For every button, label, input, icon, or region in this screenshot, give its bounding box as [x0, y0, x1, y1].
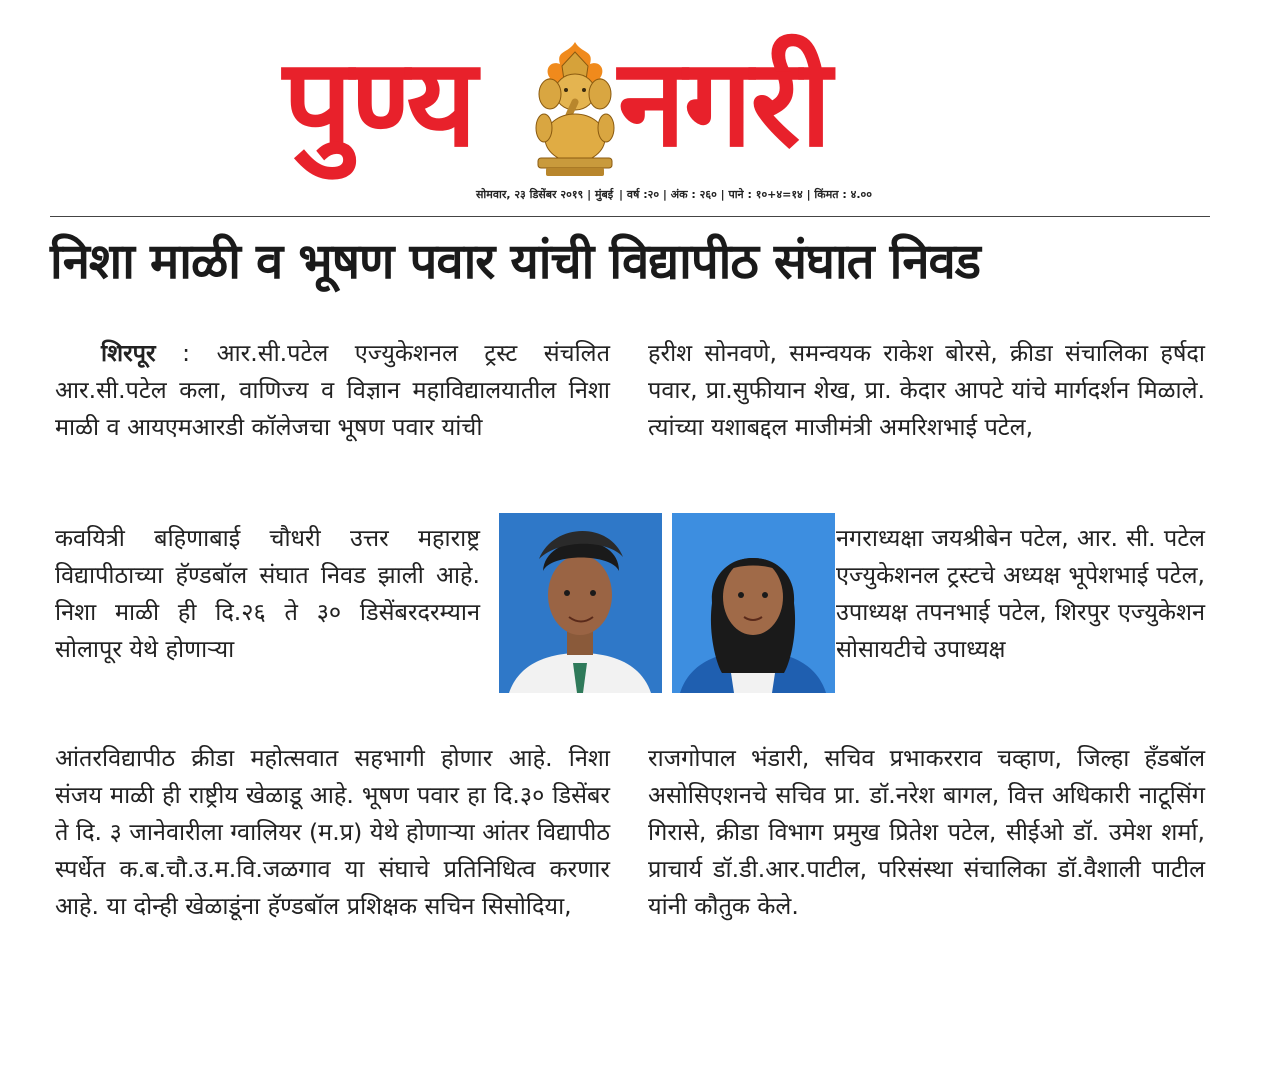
dateline — [476, 187, 874, 202]
masthead-title-left: पुण्य — [283, 32, 476, 174]
article-left-bottom: आंतरविद्यापीठ क्रीडा महोत्सवात सहभागी होणार आहे. निशा संजय माळी ही राष्ट्रीय खेळाडू आहे. भूषण पवार हा दि.३० डिसेंबर ते दि. ३ जानेवारीला ग्वालियर (म.प्र) येथे होणाऱ्या आंतर विद्यापीठ स्पर्धेत क.ब.चौ.उ.म.वि.जळगाव या संघाचे प्रतिनिधित्व करणार आहे. या दोन्ही खेळाडूंना हॅण्डबॉल प्रशिक्षक सचिन सिसोदिया, — [55, 744, 610, 920]
masthead-title-right: नगरी — [618, 32, 830, 174]
issue-details: | वर्ष :२० | अंक : २६० | पाने : १०+४=१४ | किंमत : ४.०० — [619, 188, 872, 201]
ganesha-logo — [520, 40, 630, 180]
header-divider — [50, 216, 1210, 217]
photo-nisha-mali — [672, 513, 835, 693]
dateline-place: शिरपूर — [101, 339, 156, 367]
issue-date: सोमवार, २३ डिसेंबर २०१९ | मुंबई — [476, 188, 614, 201]
article-right-mid: नगराध्यक्षा जयश्रीबेन पटेल, आर. सी. पटेल एज्युकेशनल ट्रस्टचे अध्यक्ष भूपेशभाई पटेल, उपाध्यक्ष तपनभाई पटेल, शिरपुर एज्युकेशन सोसायटीचे उपाध्यक्ष — [836, 524, 1205, 663]
photo-bhushan-pawar — [499, 513, 662, 693]
article-lead-text: : आर.सी.पटेल एज्युकेशनल ट्रस्ट संचलित आर.सी.पटेल कला, वाणिज्य व विज्ञान महाविद्यालयातील निशा माळी व आयएमआरडी कॉलेजचा भूषण पवार यांची — [55, 339, 610, 441]
article-right-bottom: राजगोपाल भंडारी, सचिव प्रभाकरराव चव्हाण, जिल्हा हॅंडबॉल असोसिएशनचे सचिव प्रा. डॉ.नरेश बागल, वित्त अधिकारी नाटूसिंग गिरासे, क्रीडा विभाग प्रमुख प्रितेश पटेल, सीईओ डॉ. उमेश शर्मा, प्राचार्य डॉ.डी.आर.पाटील, परिसंस्था संचालिका डॉ.वैशाली पाटील यांनी कौतुक केले. — [648, 744, 1205, 920]
article-right-top: हरीश सोनवणे, समन्वयक राकेश बोरसे, क्रीडा संचालिका हर्षदा पवार, प्रा.सुफीयान शेख, प्रा. केदार आपटे यांचे मार्गदर्शन मिळाले. त्यांच्या यशाबद्दल माजीमंत्री अमरिशभाई पटेल, — [648, 339, 1205, 441]
article-left-mid: कवयित्री बहिणाबाई चौधरी उत्तर महाराष्ट्र विद्यापीठाच्या हॅण्डबॉल संघात निवड झाली आहे. निशा माळी ही दि.२६ ते ३० डिसेंबरदरम्यान सोलापूर येथे होणाऱ्या — [55, 524, 480, 663]
article-left-top — [55, 335, 610, 446]
article-headline: निशा माळी व भूषण पवार यांची विद्यापीठ संघात निवड — [50, 233, 980, 290]
